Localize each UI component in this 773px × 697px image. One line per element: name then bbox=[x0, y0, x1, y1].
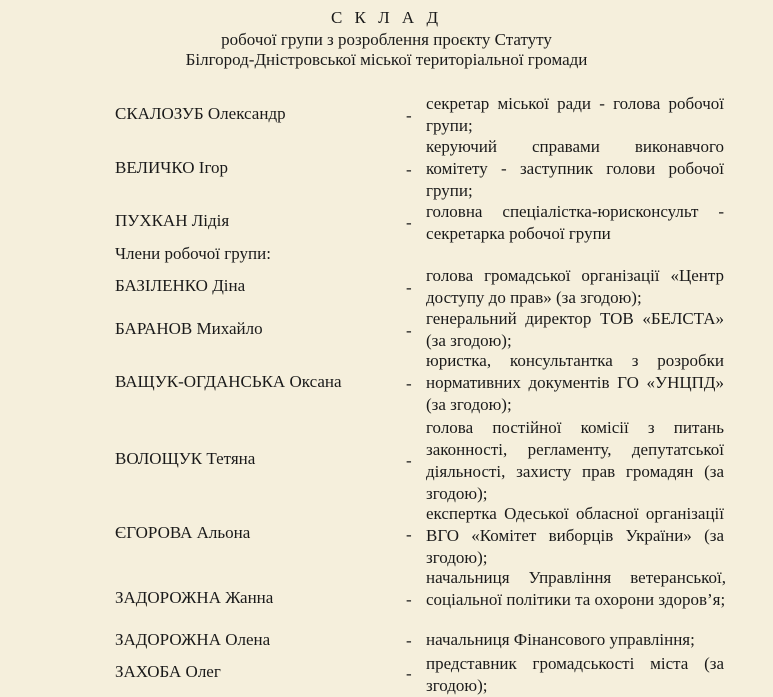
member-name: ВЕЛИЧКО Ігор bbox=[115, 158, 229, 177]
separator-dash: - bbox=[406, 160, 412, 179]
document-subtitle-2: Білгород-Дністровської міської територіальної громади bbox=[185, 50, 588, 69]
member-name: ПУХКАН Лідія bbox=[115, 211, 230, 230]
separator-dash: - bbox=[406, 278, 412, 297]
member-role: представник громадськості міста (за згодою); bbox=[426, 654, 724, 695]
separator-dash: - bbox=[406, 590, 412, 609]
member-name: ЗАХОБА Олег bbox=[115, 662, 221, 681]
separator-dash: - bbox=[406, 631, 412, 650]
member-role: керуючий справами виконавчого комітету - заступник голови робочої групи; bbox=[426, 137, 724, 200]
member-role: начальниця Фінансового управління; bbox=[426, 630, 695, 649]
separator-dash: - bbox=[406, 664, 412, 683]
member-role: експертка Одеської обласної організації ВГО «Комітет виборців України» (за згодою); bbox=[426, 504, 724, 567]
separator-dash: - bbox=[406, 451, 412, 470]
members-heading: Члени робочої групи: bbox=[115, 244, 271, 263]
document-subtitle-1: робочої групи з розроблення проєкту Статуту bbox=[221, 30, 552, 49]
member-role: секретар міської ради - голова робочої групи; bbox=[426, 94, 724, 135]
member-name: ВАЩУК-ОГДАНСЬКА Оксана bbox=[115, 372, 342, 391]
separator-dash: - bbox=[406, 213, 412, 232]
document-title: С К Л А Д bbox=[330, 8, 443, 27]
member-name: СКАЛОЗУБ Олександр bbox=[115, 104, 286, 123]
separator-dash: - bbox=[406, 106, 412, 125]
member-name: БАЗІЛЕНКО Діна bbox=[115, 276, 246, 295]
member-name: ЗАДОРОЖНА Олена bbox=[115, 630, 271, 649]
member-name: ЄГОРОВА Альона bbox=[115, 523, 251, 542]
member-role: голова громадської організації «Центр доступу до прав» (за згодою); bbox=[426, 266, 724, 307]
separator-dash: - bbox=[406, 374, 412, 393]
member-role: начальниця Управління ветеранської, соціальної політики та охорони здоров’я; bbox=[426, 568, 726, 609]
member-name: БАРАНОВ Михайло bbox=[115, 319, 263, 338]
member-role: юристка, консультантка з розробки нормативних документів ГО «УНЦПД» (за згодою); bbox=[426, 351, 724, 414]
member-role: головна спеціалістка-юрисконсульт - секретарка робочої групи bbox=[426, 202, 724, 243]
member-role: генеральний директор ТОВ «БЕЛСТА» (за згодою); bbox=[426, 309, 724, 350]
separator-dash: - bbox=[406, 525, 412, 544]
member-role: голова постійної комісії з питань законності, регламенту, депутатської діяльності, захисту прав громадян (за згодою); bbox=[426, 418, 724, 503]
separator-dash: - bbox=[406, 321, 412, 340]
member-name: ВОЛОЩУК Тетяна bbox=[115, 449, 256, 468]
member-name: ЗАДОРОЖНА Жанна bbox=[115, 588, 274, 607]
